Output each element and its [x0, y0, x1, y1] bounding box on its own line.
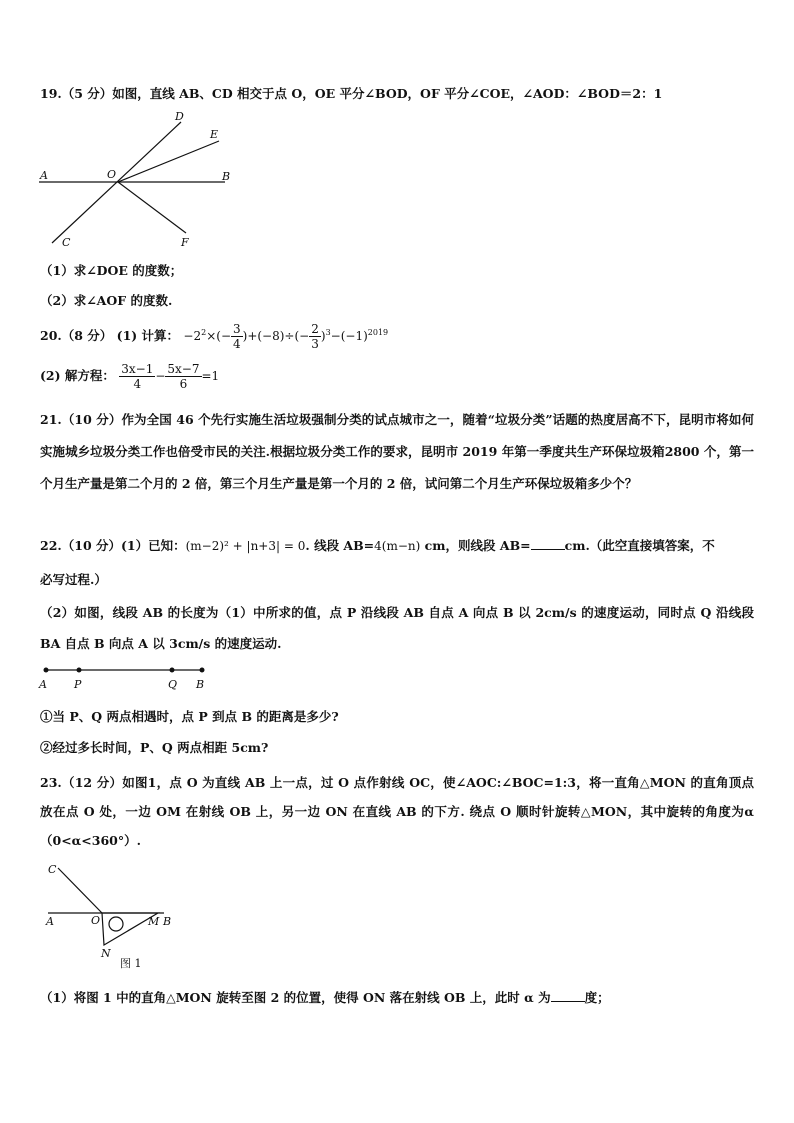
q20-expression: $-2^2\times(-$ $\frac{3}{4}$ )+(−8)÷(− $\frac{2}{3}$ )$^3-(-1)^{2019}$ [183, 322, 389, 351]
label-e: E [210, 128, 219, 141]
q22-part2: （2）如图，线段 AB 的长度为（1）中所求的值，点 P 沿线段 AB 自点 A 向点 B 以 2cm/s 的速度运动，同时点 Q 沿线段 BA 自点 B 向点 A 以 3cm/s 的速度运动. [40, 605, 754, 651]
label-n: N [101, 947, 111, 960]
q22-figure [36, 662, 216, 692]
label-b: B [222, 170, 231, 183]
q22-condition: (m−2)² + |n+3| = 0 [185, 539, 306, 553]
ray-oc [58, 868, 102, 913]
q19-part1: （1）求∠DOE 的度数； [40, 263, 183, 278]
label-p: P [74, 678, 82, 691]
q20-part1-label: (1) 计算： [116, 328, 180, 343]
label-a: A [40, 169, 48, 182]
q22-answer-blank[interactable] [531, 549, 565, 550]
label-b: B [163, 915, 172, 928]
q19-figure [36, 106, 246, 256]
point-a [44, 668, 49, 673]
label-m: M [148, 915, 160, 928]
q22-line1: 22.（10 分）(1）已知：(m−2)² + |n+3| = 0. 线段 AB=4(m−n) cm，则线段 AB= cm.（此空直接填答案，不 [40, 538, 715, 553]
label-a: A [46, 915, 54, 928]
q23-text: 23.（12 分）如图1，点 O 为直线 AB 上一点，过 O 点作射线 OC，使∠AOC:∠BOC=1:3，将一直角△MON 的直角顶点放在点 O 处，一边 OM 在射线 OB 上，另一边 ON 在直线 AB 的下方. 绕点 O 顺时针旋转△MON，其中旋转的角度为α（0<α<360°）. [40, 775, 754, 848]
q19-stem: 19.（5 分）如图，直线 AB、CD 相交于点 O，OE 平分∠BOD，OF 平分∠COE，∠AOD：∠BOD＝2：1 [40, 86, 663, 101]
q20-part1 [40, 322, 388, 351]
figure-caption: 图 1 [120, 957, 142, 970]
label-f: F [181, 236, 189, 249]
ray-oe [118, 141, 219, 182]
label-b: B [196, 678, 205, 691]
q20-part2-label: (2) 解方程： [40, 368, 115, 383]
point-q [170, 668, 175, 673]
q23-figure [40, 856, 190, 974]
q23-answer-blank[interactable] [551, 1001, 585, 1002]
q22-ab-expr: 4(m−n) [374, 539, 421, 553]
point-p [77, 668, 82, 673]
label-d: D [175, 110, 184, 123]
label-o: O [91, 914, 101, 927]
label-q: Q [168, 678, 178, 691]
label-a: A [39, 678, 47, 691]
q20-prefix: 20.（8 分） [40, 328, 113, 343]
label-o: O [107, 168, 117, 181]
q22-question2: ②经过多长时间，P、Q 两点相距 5cm? [40, 740, 269, 755]
q21-text: 21.（10 分）作为全国 46 个先行实施生活垃圾强制分类的试点城市之一，随着“垃圾分类”话题的热度居高不下，昆明市将如何实施城乡垃圾分类工作也倍受市民的关注.根据垃圾分类工作的要求，昆明市 2019 年第一季度共生产环保垃圾箱2800 个，第一个月生产量是第二个月的 2 倍，第三个月生产量是第一个月的 2 倍，试问第二个月生产环保垃圾箱多少个？ [40, 412, 754, 491]
ray-of [118, 182, 186, 233]
point-b [200, 668, 205, 673]
q23-part1: （1）将图 1 中的直角△MON 旋转至图 2 的位置，使得 ON 落在射线 OB 上，此时 α 为 度； [40, 990, 610, 1005]
q20-part2 [40, 362, 219, 391]
q22-question1: ①当 P、Q 两点相遇时，点 P 到点 B 的距离是多少? [40, 709, 339, 724]
triangle-hole [109, 917, 123, 931]
q20-equation: $\frac{3x-1}{4}$ − $\frac{5x-7}{6}$ =1 [121, 362, 220, 391]
label-c: C [48, 863, 57, 876]
q19-part2: （2）求∠AOF 的度数. [40, 293, 173, 308]
q22-line2: 必写过程.） [40, 572, 107, 587]
label-c: C [62, 236, 71, 249]
